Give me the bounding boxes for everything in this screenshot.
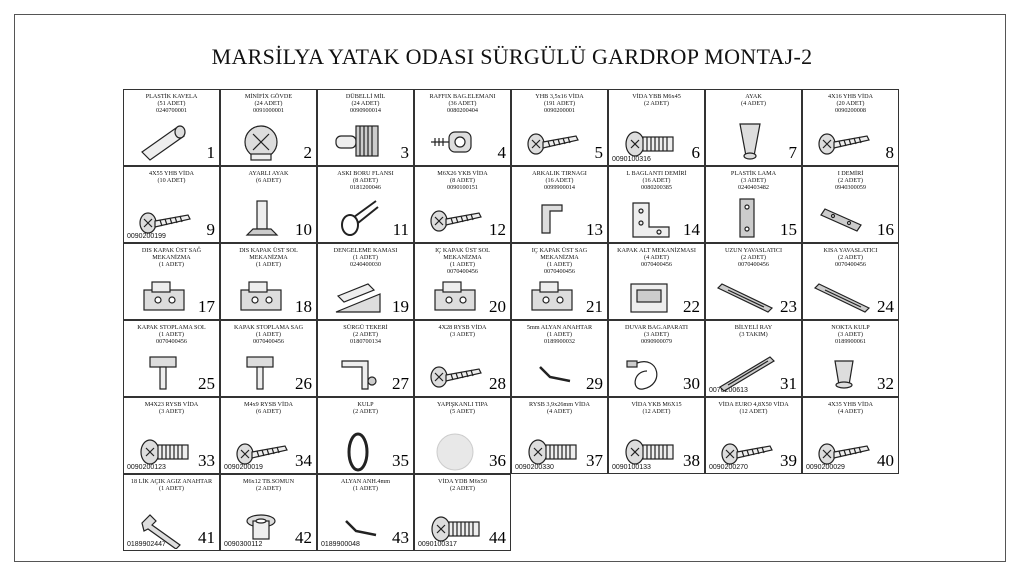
bolt-icon	[619, 120, 679, 164]
part-cell-5	[511, 89, 608, 166]
part-number: 18	[295, 297, 312, 316]
part-code: 0090100133	[612, 464, 651, 471]
part-number: 16	[877, 220, 894, 239]
part-name: VİDA YKB M6X15 (12 ADET)	[611, 401, 702, 415]
part-quantity: (2 ADET)	[838, 177, 863, 184]
bolt-icon	[619, 428, 679, 472]
part-cell-26	[220, 320, 317, 397]
part-code: 0070400456	[738, 261, 769, 268]
part-number: 26	[295, 374, 312, 393]
part-code: 0070400456	[156, 338, 187, 345]
part-number: 6	[691, 143, 700, 162]
part-quantity: (2 ADET)	[256, 485, 281, 492]
part-name: UZUN YAVASLATICI (2 ADET) 0070400456	[708, 247, 799, 268]
part-name: AYARLI AYAK (6 ADET)	[223, 170, 314, 184]
part-cell-6	[608, 89, 705, 166]
damper-icon	[813, 274, 873, 318]
part-code: 0070400456	[253, 338, 284, 345]
part-quantity: (3 ADET)	[838, 331, 863, 338]
part-name: ARKALIK TIRNAGI (16 ADET) 0099900014	[514, 170, 605, 191]
part-cell-3	[317, 89, 414, 166]
part-number: 9	[206, 220, 215, 239]
part-code: 0070400456	[835, 261, 866, 268]
part-code: 0090100317	[418, 541, 457, 548]
part-quantity: (1 ADET)	[256, 331, 281, 338]
part-number: 12	[489, 220, 506, 239]
part-name: 4X16 YHB VİDA (20 ADET) 0090200008	[805, 93, 896, 114]
part-number: 7	[788, 143, 797, 162]
part-cell-9	[123, 166, 220, 243]
part-number: 39	[780, 451, 797, 470]
part-number: 27	[392, 374, 409, 393]
part-code: 0240700001	[156, 107, 187, 114]
part-code: 0091000001	[253, 107, 284, 114]
part-code: 0189900048	[321, 541, 360, 548]
part-quantity: (2 ADET)	[353, 331, 378, 338]
part-quantity: (8 ADET)	[353, 177, 378, 184]
mechanism-icon	[522, 274, 582, 318]
part-code: 0090200008	[835, 107, 866, 114]
part-number: 3	[400, 143, 409, 162]
part-cell-33	[123, 397, 220, 474]
part-number: 15	[780, 220, 797, 239]
part-cell-21	[511, 243, 608, 320]
part-cell-7	[705, 89, 802, 166]
rail-icon	[716, 351, 776, 395]
screw-icon	[716, 428, 776, 472]
wheel-bracket-icon	[328, 351, 388, 395]
part-name: VİDA EURO 4,8X50 VİDA (12 ADET)	[708, 401, 799, 415]
bottom-mechanism-icon	[619, 274, 679, 318]
part-code: 0189902447	[127, 541, 166, 548]
plastic-plate-icon	[716, 195, 776, 239]
part-code: 0090200019	[224, 464, 263, 471]
part-quantity: (1 ADET)	[547, 331, 572, 338]
part-code: 0090200123	[127, 464, 166, 471]
part-name: NOKTA KULP (3 ADET) 0189900061	[805, 324, 896, 345]
part-code: 0080200404	[447, 107, 478, 114]
part-quantity: (2 ADET)	[838, 254, 863, 261]
part-number: 32	[877, 374, 894, 393]
page-title: MARSİLYA YATAK ODASI SÜRGÜLÜ GARDROP MONTAJ-2	[211, 44, 813, 69]
part-number: 2	[303, 143, 312, 162]
part-quantity: (3 ADET)	[159, 408, 184, 415]
wrench-icon	[134, 505, 194, 549]
part-code: 0080200385	[641, 184, 672, 191]
part-name: L BAGLANTI DEMİRİ (16 ADET) 0080200385	[611, 170, 702, 191]
part-cell-20	[414, 243, 511, 320]
part-name: KULP (2 ADET)	[320, 401, 411, 415]
part-cell-32	[802, 320, 899, 397]
part-quantity: (2 ADET)	[450, 485, 475, 492]
part-cell-43	[317, 474, 414, 551]
part-cell-17	[123, 243, 220, 320]
part-code: 0070200613	[709, 387, 748, 394]
part-number: 38	[683, 451, 700, 470]
allen-key-icon	[328, 505, 388, 549]
part-quantity: (4 ADET)	[838, 408, 863, 415]
part-name: DUVAR BAG.APARATI (3 ADET) 0090900079	[611, 324, 702, 345]
adjustable-leg-icon	[231, 195, 291, 239]
part-number: 43	[392, 528, 409, 547]
part-name: IÇ KAPAK ÜST SAG MEKANİZMA (1 ADET) 0070400456	[514, 247, 605, 275]
part-cell-27	[317, 320, 414, 397]
part-code: 0189900032	[544, 338, 575, 345]
part-quantity: (4 ADET)	[547, 408, 572, 415]
allen-key-icon	[522, 351, 582, 395]
part-quantity: (24 ADET)	[254, 100, 283, 107]
mechanism-icon	[231, 274, 291, 318]
screw-icon	[522, 118, 582, 162]
screw-icon	[425, 195, 485, 239]
part-cell-13	[511, 166, 608, 243]
part-cell-37	[511, 397, 608, 474]
part-name: DENGELEME KAMASI (1 ADET) 0240400030	[320, 247, 411, 268]
part-cell-30	[608, 320, 705, 397]
part-name: ALYAN ANH.4mm (1 ADET)	[320, 478, 411, 492]
part-number: 37	[586, 451, 603, 470]
part-number: 11	[392, 220, 409, 239]
part-code: 0090900014	[350, 107, 381, 114]
part-cell-29	[511, 320, 608, 397]
part-name: DIS KAPAK ÜST SAĞ MEKANİZMA (1 ADET)	[126, 247, 217, 268]
l-bracket-icon	[619, 195, 679, 239]
cap-icon	[425, 428, 485, 472]
part-quantity: (6 ADET)	[256, 408, 281, 415]
part-quantity: (1 ADET)	[159, 485, 184, 492]
ring-handle-icon	[328, 428, 388, 472]
part-name: RAFFIX BAG.ELEMANI (36 ADET) 0080200404	[417, 93, 508, 114]
part-number: 1	[206, 143, 215, 162]
part-name: DÜBELLİ MİL (24 ADET) 0090900014	[320, 93, 411, 114]
part-number: 23	[780, 297, 797, 316]
part-code: 0090200270	[709, 464, 748, 471]
part-code: 0099900014	[544, 184, 575, 191]
part-quantity: (51 ADET)	[157, 100, 186, 107]
screw-icon	[231, 428, 291, 472]
part-name: PLASTİK KAVELA (51 ADET) 0240700001	[126, 93, 217, 114]
part-name: VİDA YDB M6x50 (2 ADET)	[417, 478, 508, 492]
part-number: 8	[885, 143, 894, 162]
part-quantity: (3 ADET)	[450, 331, 475, 338]
screw-icon	[813, 428, 873, 472]
mechanism-icon	[425, 274, 485, 318]
part-quantity: (1 ADET)	[159, 331, 184, 338]
part-number: 40	[877, 451, 894, 470]
part-code: 0070400456	[544, 268, 575, 275]
part-quantity: (1 ADET)	[547, 261, 572, 268]
part-name: 5mm ALYAN ANAHTAR (1 ADET) 0189900032	[514, 324, 605, 345]
part-number: 25	[198, 374, 215, 393]
part-cell-14	[608, 166, 705, 243]
part-name: YAPIŞKANLI TIPA (5 ADET)	[417, 401, 508, 415]
part-quantity: (6 ADET)	[256, 177, 281, 184]
part-cell-12	[414, 166, 511, 243]
part-number: 17	[198, 297, 215, 316]
part-quantity: (10 ADET)	[157, 177, 186, 184]
part-code: 0090200001	[544, 107, 575, 114]
part-name: DIS KAPAK ÜST SOL MEKANİZMA (1 ADET)	[223, 247, 314, 268]
part-name: 4X35 YHB VİDA (4 ADET)	[805, 401, 896, 415]
part-name: MİNİFİX GÖVDE (24 ADET) 0091000001	[223, 93, 314, 114]
part-quantity: (1 ADET)	[256, 261, 281, 268]
part-quantity: (8 ADET)	[450, 177, 475, 184]
part-quantity: (2 ADET)	[644, 100, 669, 107]
bolt-icon	[134, 428, 194, 472]
part-quantity: (12 ADET)	[739, 408, 768, 415]
part-number: 10	[295, 220, 312, 239]
part-code: 0181200046	[350, 184, 381, 191]
part-quantity: (16 ADET)	[545, 177, 574, 184]
part-number: 34	[295, 451, 312, 470]
part-number: 24	[877, 297, 894, 316]
part-cell-19	[317, 243, 414, 320]
part-code: 0090900079	[641, 338, 672, 345]
stopper-icon	[134, 351, 194, 395]
part-quantity: (2 ADET)	[353, 408, 378, 415]
bolt-icon	[522, 428, 582, 472]
part-name: 4X55 YHB VİDA (10 ADET)	[126, 170, 217, 184]
knob-icon	[813, 351, 873, 395]
part-code: 0240400030	[350, 261, 381, 268]
part-number: 14	[683, 220, 700, 239]
part-quantity: (12 ADET)	[642, 408, 671, 415]
mechanism-icon	[134, 274, 194, 318]
part-number: 42	[295, 528, 312, 547]
part-name: SÜRGÜ TEKERİ (2 ADET) 0180700134	[320, 324, 411, 345]
part-cell-10	[220, 166, 317, 243]
part-cell-1	[123, 89, 220, 166]
part-name: KAPAK STOPLAMA SAG (1 ADET) 0070400456	[223, 324, 314, 345]
part-number: 21	[586, 297, 603, 316]
part-cell-36	[414, 397, 511, 474]
wall-anchor-icon	[619, 351, 679, 395]
flange-icon	[328, 195, 388, 239]
part-number: 33	[198, 451, 215, 470]
part-cell-34	[220, 397, 317, 474]
part-name: KISA YAVASLATICI (2 ADET) 0070400456	[805, 247, 896, 268]
part-code: 0070400456	[447, 268, 478, 275]
raffix-icon	[425, 118, 485, 162]
part-code: 0070400456	[641, 261, 672, 268]
part-code: 0240403482	[738, 184, 769, 191]
part-cell-4	[414, 89, 511, 166]
part-name: M4x9 RYSB VİDA (6 ADET)	[223, 401, 314, 415]
part-code: 0090300112	[224, 541, 263, 548]
part-number: 30	[683, 374, 700, 393]
part-name: KAPAK STOPLAMA SOL (1 ADET) 0070400456	[126, 324, 217, 345]
part-cell-42	[220, 474, 317, 551]
part-quantity: (4 ADET)	[644, 254, 669, 261]
part-quantity: (5 ADET)	[450, 408, 475, 415]
part-number: 29	[586, 374, 603, 393]
part-quantity: (1 ADET)	[450, 261, 475, 268]
part-number: 28	[489, 374, 506, 393]
part-name: 18 LİK AÇIK AGIZ ANAHTAR (1 ADET)	[126, 478, 217, 492]
part-quantity: (191 ADET)	[543, 100, 576, 107]
part-quantity: (20 ADET)	[836, 100, 865, 107]
damper-icon	[716, 274, 776, 318]
hook-icon	[522, 195, 582, 239]
part-quantity: (1 ADET)	[353, 254, 378, 261]
part-quantity: (16 ADET)	[642, 177, 671, 184]
part-code: 0090200199	[127, 233, 166, 240]
part-cell-15	[705, 166, 802, 243]
part-cell-44	[414, 474, 511, 551]
part-quantity: (3 ADET)	[741, 177, 766, 184]
part-quantity: (24 ADET)	[351, 100, 380, 107]
part-quantity: (3 ADET)	[644, 331, 669, 338]
part-name: YHB 3,5x16 VİDA (191 ADET) 0090200001	[514, 93, 605, 114]
dowel-pin-icon	[328, 118, 388, 162]
part-name: I DEMİRİ (2 ADET) 0940300059	[805, 170, 896, 191]
part-code: 0189900061	[835, 338, 866, 345]
part-number: 13	[586, 220, 603, 239]
part-quantity: (2 ADET)	[741, 254, 766, 261]
leg-icon	[716, 118, 776, 162]
part-quantity: (1 ADET)	[353, 485, 378, 492]
part-cell-38	[608, 397, 705, 474]
part-cell-25	[123, 320, 220, 397]
part-name: M4X23 RYSB VİDA (3 ADET)	[126, 401, 217, 415]
part-number: 4	[497, 143, 506, 162]
part-code: 0090200330	[515, 464, 554, 471]
screw-icon	[425, 351, 485, 395]
part-code: 0090200029	[806, 464, 845, 471]
part-name: PLASTİK LAMA (3 ADET) 0240403482	[708, 170, 799, 191]
part-cell-40	[802, 397, 899, 474]
part-quantity: (3 TAKIM)	[739, 331, 768, 338]
part-code: 0090100316	[612, 156, 651, 163]
nut-icon	[231, 505, 291, 549]
part-cell-39	[705, 397, 802, 474]
part-quantity: (1 ADET)	[159, 261, 184, 268]
part-number: 31	[780, 374, 797, 393]
part-cell-35	[317, 397, 414, 474]
part-number: 22	[683, 297, 700, 316]
part-cell-24	[802, 243, 899, 320]
part-number: 35	[392, 451, 409, 470]
part-name: ASKI BORU FLANSI (8 ADET) 0181200046	[320, 170, 411, 191]
part-cell-11	[317, 166, 414, 243]
part-code: 0180700134	[350, 338, 381, 345]
dowel-icon	[134, 118, 194, 162]
part-name: BİLYELİ RAY (3 TAKIM)	[708, 324, 799, 338]
part-code: 0940300059	[835, 184, 866, 191]
i-bar-icon	[813, 195, 873, 239]
part-cell-22	[608, 243, 705, 320]
part-number: 36	[489, 451, 506, 470]
part-name: KAPAK ALT MEKANİZMASI (4 ADET) 0070400456	[611, 247, 702, 268]
minifix-icon	[231, 118, 291, 162]
part-name: 4X28 RYSB VİDA (3 ADET)	[417, 324, 508, 338]
part-name: M6X26 YKB VİDA (8 ADET) 0090100151	[417, 170, 508, 191]
part-number: 5	[594, 143, 603, 162]
part-number: 44	[489, 528, 506, 547]
part-number: 19	[392, 297, 409, 316]
part-number: 20	[489, 297, 506, 316]
part-name: M6x12 TB.SOMUN (2 ADET)	[223, 478, 314, 492]
screw-icon	[134, 197, 194, 241]
part-cell-16	[802, 166, 899, 243]
stopper-icon	[231, 351, 291, 395]
part-number: 41	[198, 528, 215, 547]
part-cell-31	[705, 320, 802, 397]
part-cell-8	[802, 89, 899, 166]
part-cell-23	[705, 243, 802, 320]
part-cell-41	[123, 474, 220, 551]
part-name: RYSB 3,9x26mm VİDA (4 ADET)	[514, 401, 605, 415]
part-name: AYAK (4 ADET)	[708, 93, 799, 107]
part-cell-28	[414, 320, 511, 397]
part-quantity: (36 ADET)	[448, 100, 477, 107]
part-name: IÇ KAPAK ÜST SOL MEKANİZMA (1 ADET) 0070400456	[417, 247, 508, 275]
screw-icon	[813, 118, 873, 162]
part-name: VİDA YBB M6x45 (2 ADET)	[611, 93, 702, 107]
part-quantity: (4 ADET)	[741, 100, 766, 107]
wedge-icon	[328, 274, 388, 318]
part-cell-18	[220, 243, 317, 320]
bolt-icon	[425, 505, 485, 549]
part-cell-2	[220, 89, 317, 166]
part-code: 0090100151	[447, 184, 478, 191]
